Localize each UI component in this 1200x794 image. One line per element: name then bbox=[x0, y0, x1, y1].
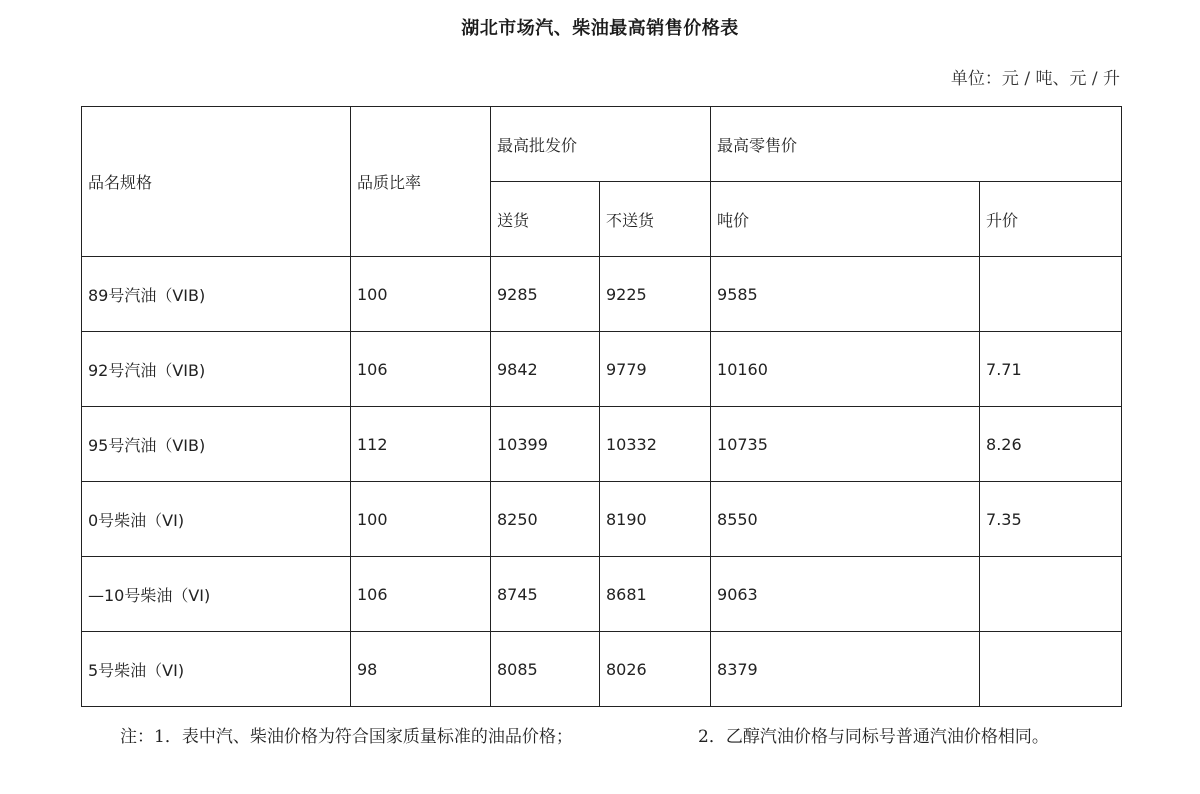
cell-delivered: 8250 bbox=[491, 482, 600, 557]
cell-per-liter: 7.35 bbox=[980, 482, 1122, 557]
cell-delivered: 8745 bbox=[491, 557, 600, 632]
cell-delivered: 10399 bbox=[491, 407, 600, 482]
header-delivered: 送货 bbox=[491, 182, 600, 257]
cell-ratio: 100 bbox=[351, 257, 491, 332]
table-row bbox=[82, 482, 1122, 557]
cell-per-ton: 10160 bbox=[711, 332, 980, 407]
cell-delivered: 9285 bbox=[491, 257, 600, 332]
cell-not-delivered: 9779 bbox=[600, 332, 711, 407]
cell-delivered: 9842 bbox=[491, 332, 600, 407]
header-ratio: 品质比率 bbox=[351, 107, 491, 257]
cell-ratio: 112 bbox=[351, 407, 491, 482]
unit-label: 单位：元 / 吨、元 / 升 bbox=[950, 69, 1120, 89]
cell-ratio: 106 bbox=[351, 332, 491, 407]
table-row bbox=[82, 257, 1122, 332]
cell-not-delivered: 9225 bbox=[600, 257, 711, 332]
cell-per-ton: 9585 bbox=[711, 257, 980, 332]
cell-ratio: 106 bbox=[351, 557, 491, 632]
cell-not-delivered: 8190 bbox=[600, 482, 711, 557]
cell-product: 95号汽油（VIB) bbox=[82, 407, 351, 482]
header-per-liter: 升价 bbox=[980, 182, 1122, 257]
cell-per-liter bbox=[980, 632, 1122, 707]
cell-per-ton: 10735 bbox=[711, 407, 980, 482]
table-row bbox=[82, 332, 1122, 407]
table-row bbox=[82, 632, 1122, 707]
header-row-1 bbox=[82, 107, 1122, 182]
cell-ratio: 100 bbox=[351, 482, 491, 557]
note-1: 注：1．表中汽、柴油价格为符合国家质量标准的油品价格； bbox=[120, 727, 573, 747]
cell-per-liter bbox=[980, 557, 1122, 632]
header-product: 品名规格 bbox=[82, 107, 351, 257]
price-table bbox=[81, 106, 1122, 707]
cell-per-liter bbox=[980, 257, 1122, 332]
note-2: 2．乙醇汽油价格与同标号普通汽油价格相同。 bbox=[698, 727, 1049, 747]
table-row bbox=[82, 557, 1122, 632]
cell-product: 0号柴油（VI) bbox=[82, 482, 351, 557]
cell-delivered: 8085 bbox=[491, 632, 600, 707]
cell-per-liter: 7.71 bbox=[980, 332, 1122, 407]
header-wholesale: 最高批发价 bbox=[491, 107, 711, 182]
header-not-delivered: 不送货 bbox=[600, 182, 711, 257]
cell-ratio: 98 bbox=[351, 632, 491, 707]
cell-not-delivered: 8026 bbox=[600, 632, 711, 707]
header-retail: 最高零售价 bbox=[711, 107, 1122, 182]
cell-per-ton: 9063 bbox=[711, 557, 980, 632]
page-title: 湖北市场汽、柴油最高销售价格表 bbox=[461, 18, 739, 39]
cell-product: —10号柴油（VI) bbox=[82, 557, 351, 632]
table-row bbox=[82, 407, 1122, 482]
header-per-ton: 吨价 bbox=[711, 182, 980, 257]
cell-per-liter: 8.26 bbox=[980, 407, 1122, 482]
cell-product: 92号汽油（VIB) bbox=[82, 332, 351, 407]
cell-per-ton: 8379 bbox=[711, 632, 980, 707]
cell-product: 89号汽油（VIB) bbox=[82, 257, 351, 332]
cell-not-delivered: 10332 bbox=[600, 407, 711, 482]
cell-per-ton: 8550 bbox=[711, 482, 980, 557]
cell-not-delivered: 8681 bbox=[600, 557, 711, 632]
cell-product: 5号柴油（VI) bbox=[82, 632, 351, 707]
